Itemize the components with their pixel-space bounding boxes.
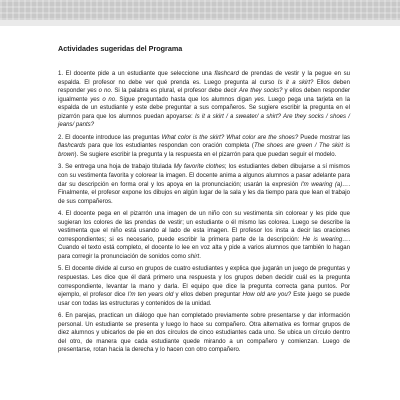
- page-title: Actividades sugeridas del Programa: [58, 44, 183, 53]
- text-run: .: [199, 253, 201, 260]
- italic-run: The shoes are green / The skirt is brown: [58, 143, 350, 158]
- italic-run: Are they socks?: [238, 88, 283, 95]
- italic-run: I'm wearing (a)…: [300, 181, 349, 188]
- document-body: [58, 44, 350, 359]
- paragraph-list: [58, 70, 350, 355]
- italic-run: yes: [254, 96, 264, 103]
- text-run: y ellos deben responder igualmente: [58, 88, 351, 103]
- text-run: . Luego pega una tarjeta en la espalda de un estudiante y este debe preguntar a sus compañeros. Se sugiere escribir la pregunta en el pizarrón para que los alumnos puedan apoyarse:: [58, 96, 351, 120]
- text-run: Este juego se puede usar con todas las estructuras y contenidos de la unidad.: [58, 292, 350, 307]
- italic-run: How old are you?: [242, 292, 292, 299]
- text-run: . Finalmente, el profesor expone los dibujos en algún lugar de la sala y les da tiempo para que lean el trabajo de sus compañeros.: [58, 181, 350, 205]
- text-run: 1. El docente pide a un estudiante que seleccione una: [58, 71, 215, 77]
- text-run: . Si la palabra es plural, el profesor debe decir: [110, 88, 239, 95]
- activity-paragraph-4: [58, 210, 350, 261]
- text-run: Puede mostrar las: [298, 134, 350, 141]
- text-run: . Cuando el texto está completo, el docente lo lee en voz alta y pide a varios alumnos que también lo hagan para corregir la pronunciación de sonidos como: [58, 236, 350, 260]
- text-run: 6. En parejas, practican un diálogo que han completado previamente sobre presentarse y dar información personal. Un estudiante se presenta y luego lo hace su compañero. Otra alternativa es formar grupos de diez alumnos y ubicarlos de pie en dos círculos de cinco estudiantes cada uno. Se ubica un círculo dentro del otro, de manera que cada estudiante quede mirando a un compañero y comienzan. Luego de presentarse, rotan hacia la derecha y lo hacen con otro compañero.: [58, 313, 350, 354]
- text-run: ; los estudiantes deben dibujarse a sí mismos con su vestimenta favorita y colorear la imagen. El docente anima a algunos alumnos a pasar adelante para dar su descripción en forma oral y los apoya en la pronunciación; usarán la expresión: [58, 164, 350, 188]
- text-run: 5. El docente divide al curso en grupos de cuatro estudiantes y explica que jugarán un juego de preguntas y respuestas. Les dice que él dará primero una respuesta y los grupos deben decidir cuál es la pregunta correspondiente, levantar la mano y darla. El equipo que dice la pregunta correcta gana puntos. Por ejemplo, el profesor dice: [58, 266, 350, 299]
- activity-paragraph-5: [58, 265, 350, 308]
- activity-paragraph-2: [58, 134, 350, 160]
- text-run: . Sigue preguntado hasta que los alumnos digan: [115, 96, 255, 103]
- text-run: Ellos deben responder: [58, 79, 351, 95]
- italic-run: yes o no: [87, 88, 111, 95]
- text-run: 4. El docente pega en el pizarrón una imagen de un niño con su vestimenta sin colorear y les pide que sugieran los colores de las prendas de vestir; un estudiante o él mismo las colorea. Luego se describe la vestimenta que el niño está usando al lado de esta imagen. El profesor los insta a decir las oraciones correspondientes; si es necesario, puede escribir la primera parte de la descripción:: [58, 211, 350, 243]
- header-accent-strip: [0, 20, 400, 26]
- italic-run: shirt: [187, 253, 200, 260]
- header-pattern-bar: [0, 0, 400, 20]
- activity-paragraph-6: [58, 312, 350, 355]
- italic-run: I'm ten years old: [127, 292, 174, 299]
- italic-run: He is wearing…: [302, 236, 349, 243]
- text-run: de prendas de vestir y la pegue en su espalda. El profesor no debe ver qué prenda es. Luego pregunta al curso: [58, 71, 350, 86]
- italic-run: Is it a skirt / a sweater/ a shirt? Are they socks / shoes / jeans/ pants?: [58, 113, 350, 129]
- text-run: para que los estudiantes respondan con oración completa (: [85, 143, 254, 150]
- text-run: y ellos deben preguntar: [173, 292, 243, 299]
- text-run: 2. El docente introduce las preguntas: [58, 134, 162, 141]
- italic-run: yes o no: [90, 96, 116, 103]
- activity-paragraph-1: [58, 70, 350, 130]
- italic-run: flashcard: [214, 71, 239, 77]
- activity-paragraph-3: [58, 163, 350, 206]
- text-run: 3. Se entrega una hoja de trabajo titulada: [58, 164, 174, 171]
- italic-run: Is it a skirt?: [277, 79, 314, 86]
- text-run: ). Se sugiere escribir la pregunta y la respuesta en el pizarrón para que puedan seguir el modelo.: [74, 151, 337, 158]
- italic-run: My favorite clothes: [173, 164, 225, 171]
- italic-run: flashcards: [58, 143, 86, 150]
- italic-run: What color is the skirt? What color are the shoes?: [161, 134, 299, 141]
